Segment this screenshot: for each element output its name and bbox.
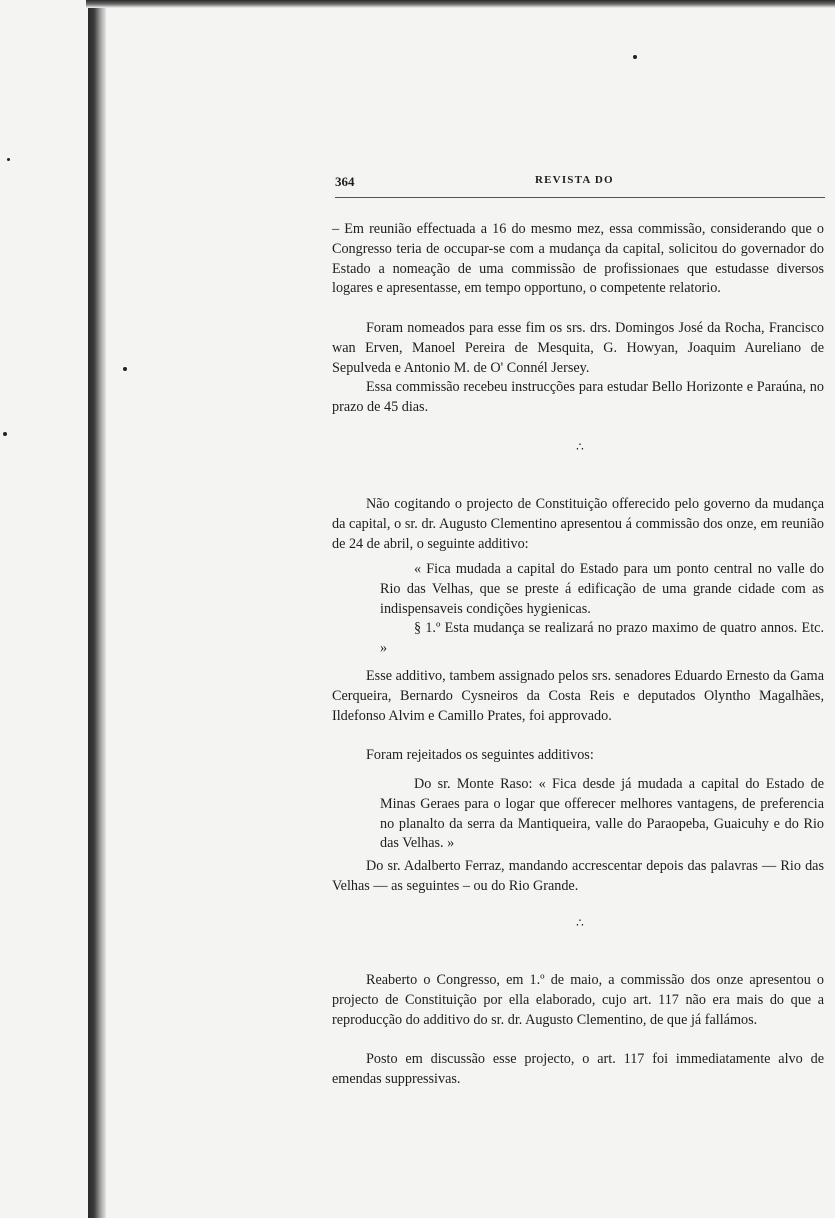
paragraph-study-instructions: Essa commissão recebeu instrucções para estudar Bello Horizonte e Paraúna, no prazo de 45 dias. (332, 379, 824, 415)
paragraph-nominated-members: Foram nomeados para esse fim os srs. drs. Domingos José da Rocha, Francisco wan Erven, Manoel Pereira de Mesquita, G. Howyan, Joaquim Aureliano de Sepulveda e Antonio M. de O' Connél Jersey. (332, 320, 824, 376)
quote-monte-raso: Do sr. Monte Raso: « Fica desde já mudada a capital do Estado de Minas Geraes para o logar que offerecer melhores vantagens, de preferencia no planalto da serra da Mantiqueira, valle do Paraopeba, Guaicuhy e do Rio das Velhas. » (380, 776, 824, 852)
quote-additive-paragraph: § 1.º Esta mudança se realizará no prazo maximo de quatro annos. Etc. » (380, 620, 824, 656)
paragraph-adalberto-ferraz: Do sr. Adalberto Ferraz, mandando accrescentar depois das palavras — Rio das Velhas — as seguintes – ou do Rio Grande. (332, 858, 824, 894)
paragraph-suppressive-amendments: Posto em discussão esse projecto, o art. 117 foi immediatamente alvo de emendas suppressivas. (332, 1051, 824, 1087)
paragraph-commission-meeting: – Em reunião effectuada a 16 do mesmo mez, essa commissão, considerando que o Congresso teria de occupar-se com a mudança da capital, solicitou do governador do Estado a nomeação de uma commissão de profissionaes que estudasse diversos logares e apresentasse, em tempo opportuno, o competente relatorio. (332, 221, 824, 297)
ink-speck (7, 158, 10, 161)
ink-speck (123, 367, 127, 371)
book-binding-edge (88, 0, 106, 1218)
separator-mark: ∴ (576, 916, 586, 930)
page-header (335, 174, 825, 194)
paragraph-additive-approved: Esse additivo, tambem assignado pelos srs. senadores Eduardo Ernesto da Gama Cerqueira, Bernardo Cysneiros da Costa Reis e deputados Olyntho Magalhães, Ildefonso Alvim e Camillo Prates, foi approvado. (332, 668, 824, 724)
ink-speck (3, 432, 7, 436)
page-number: 364 (335, 174, 355, 189)
page-top-shadow (86, 0, 835, 8)
paragraph-congress-reopened: Reaberto o Congresso, em 1.º de maio, a commissão dos onze apresentou o projecto de Constituição por ella elaborado, cujo art. 117 não era mais do que a reproducção do additivo do sr. dr. Augusto Clementino, de que já fallámos. (332, 972, 824, 1028)
section-separator (571, 440, 591, 454)
separator-mark: ∴ (576, 440, 586, 454)
quote-additive-text: « Fica mudada a capital do Estado para um ponto central no valle do Rio das Velhas, que se preste á edificação de uma grande cidade com as indispensaveis condições hygienicas. (380, 561, 824, 617)
running-head: REVISTA DO (535, 174, 614, 186)
ink-speck (633, 55, 637, 59)
paragraph-constitution-project: Não cogitando o projecto de Constituição offerecido pelo governo da mudança da capital, o sr. dr. Augusto Clementino apresentou á commissão dos onze, em reunião de 24 de abril, o seguinte additivo: (332, 496, 824, 552)
header-rule (335, 197, 825, 198)
paragraph-rejected-additives: Foram rejeitados os seguintes additivos: (366, 747, 594, 763)
section-separator (571, 916, 591, 930)
